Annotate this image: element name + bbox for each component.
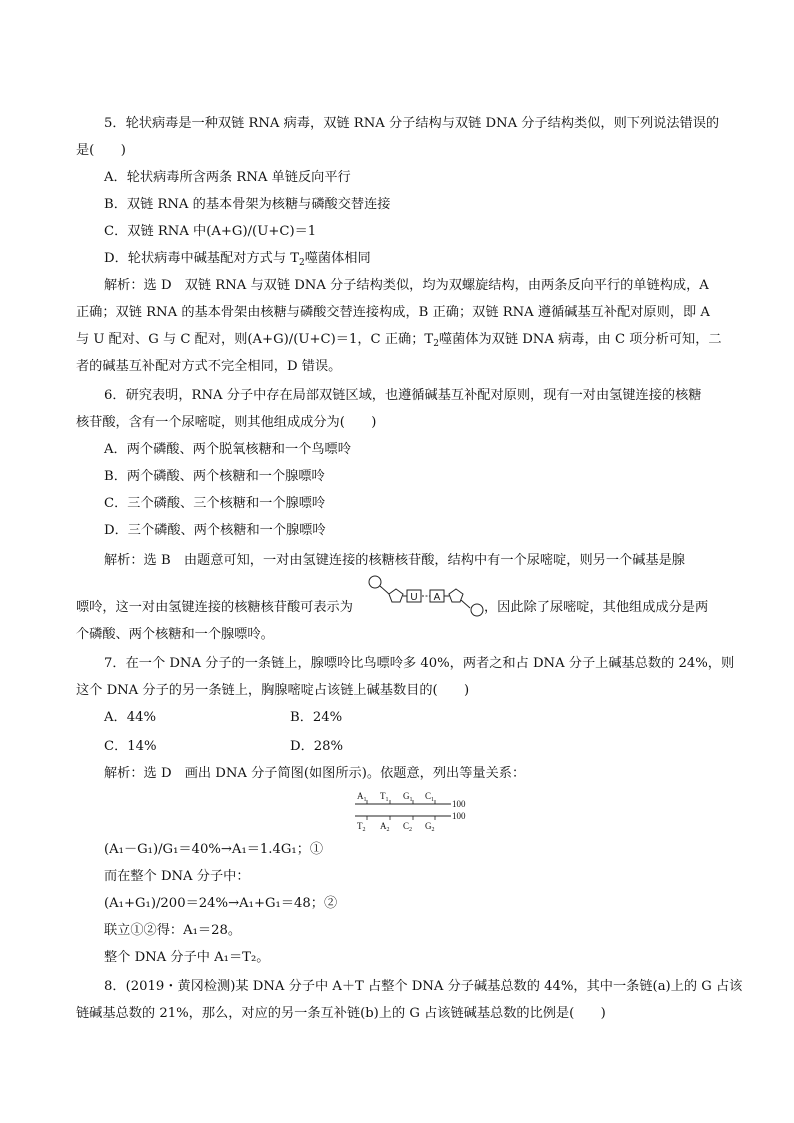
q7-equation-1: (A₁－G₁)/G₁＝40%→A₁＝1.4G₁；① [104,842,324,857]
q7-equation-2: (A₁+G₁)/200＝24%→A₁+G₁＝48；② [104,896,338,911]
top-strand-count: 100 [452,799,466,809]
q6-stem-line1: 6．研究表明，RNA 分子中存在局部双链区域，也遵循碱基互补配对原则，现有一对由氢键连接的核糖 [104,388,702,403]
q5-option-c: C．双链 RNA 中(A+G)/(U+C)＝1 [104,224,317,239]
q5-explanation-line1: 解析：选 D 双链 RNA 与双链 DNA 分子结构类似，均为双螺旋结构，由两条反向平行的单链构成，A [104,278,709,293]
q6-explanation-line2-post: ，因此除了尿嘧啶，其他组成成分是两 [484,600,709,615]
q6-option-a: A．两个磷酸、两个脱氧核糖和一个鸟嘌呤 [104,442,351,457]
q5-option-d-post: 噬菌体相同 [304,251,371,266]
q7-equation-3: 联立①②得：A₁＝28。 [104,923,242,938]
left-ribose-icon [389,589,403,602]
dna-strand-diagram [353,788,473,834]
q5-option-d-pre: D．轮状病毒中碱基配对方式与 T [104,251,299,266]
q6-stem-line2: 核苷酸，含有一个尿嘧啶，则其他组成成分为( ) [76,415,377,430]
bottom-strand-label: $G_2$ [425,821,435,833]
q5-explanation-line3-post: 噬菌体为双链 DNA 病毒，由 C 项分析可知，二 [438,332,722,347]
q7-stem-line2: 这个 DNA 分子的另一条链上，胸腺嘧啶占该链上碱基数目的( ) [76,683,470,698]
q6-explanation-line3: 个磷酸、两个核糖和一个腺嘌呤。 [76,627,274,642]
bottom-strand-label: $T_2$ [357,821,366,833]
top-strand-label: $C_1$ [425,791,435,803]
top-strand-label: $A_1$ [357,791,367,803]
nucleotide-pair-diagram [367,574,487,618]
q5-stem-line1: 5．轮状病毒是一种双链 RNA 病毒，双链 RNA 分子结构与双链 DNA 分子结构类似，则下列说法错误的 [104,116,720,131]
q7-option-c: C．14% [104,739,157,754]
uracil-base-label: U [410,592,418,603]
q5-explanation-line3 [76,330,722,354]
q6-explanation-line2-pre: 嘌呤，这一对由氢键连接的核糖核苷酸可表示为 [76,600,353,615]
q5-explanation-line4: 者的碱基互补配对方式不完全相同，D 错误。 [76,359,342,374]
q5-explanation-line3-pre: 与 U 配对、G 与 C 配对，则(A+G)/(U+C)＝1，C 正确；T [76,332,434,347]
q7-option-d: D．28% [290,739,344,754]
top-strand-label: $G_1$ [403,791,413,803]
right-ribose-icon [449,589,463,602]
q7-explanation-line1: 解析：选 D 画出 DNA 分子简图(如图所示)。依题意，列出等量关系： [104,766,526,781]
q5-option-a: A．轮状病毒所含两条 RNA 单链反向平行 [104,170,351,185]
bottom-strand-count: 100 [452,811,466,821]
q6-option-b: B．两个磷酸、两个核糖和一个腺嘌呤 [104,469,325,484]
q6-option-d: D．三个磷酸、两个核糖和一个腺嘌呤 [104,523,326,538]
q5-option-d [104,249,371,273]
q5-explanation-line3-sub: 2 [433,339,439,349]
bottom-strand-label: $A_2$ [380,821,390,833]
top-strand-label: $T_1$ [380,791,389,803]
q5-explanation-line2: 正确；双链 RNA 的基本骨架由核糖与磷酸交替连接构成，B 正确；双链 RNA 遵循碱基互补配对原则，即 A [76,305,710,320]
adenine-base-label: A [433,592,441,603]
bottom-strand-label: $C_2$ [403,821,413,833]
q6-explanation-line1: 解析：选 B 由题意可知，一对由氢键连接的核糖核苷酸，结构中有一个尿嘧啶，则另一个碱基是腺 [104,553,685,568]
q8-stem-line2: 链碱基总数的 21%，那么，对应的另一条互补链(b)上的 G 占该链碱基总数的比例是( ) [76,1006,606,1021]
q7-option-b: B．24% [290,710,343,725]
q5-option-d-sub: 2 [299,258,305,268]
q7-equation-2-intro: 而在整个 DNA 分子中： [104,869,250,884]
q8-stem-line1: 8．(2019・黄冈检测)某 DNA 分子中 A＋T 占整个 DNA 分子碱基总数的 44%，其中一条链(a)上的 G 占该 [104,979,743,994]
q7-option-a: A．44% [104,710,157,725]
q7-stem-line1: 7．在一个 DNA 分子的一条链上，腺嘌呤比鸟嘌呤多 40%，两者之和占 DNA 分子上碱基总数的 24%，则 [104,656,735,671]
q5-option-b: B．双链 RNA 的基本骨架为核糖与磷酸交替连接 [104,197,391,212]
q5-stem-line2: 是( ) [76,143,126,158]
q7-equation-4: 整个 DNA 分子中 A₁＝T₂。 [104,950,270,965]
right-phosphate-icon [471,604,483,616]
left-phosphate-icon [369,576,381,588]
q6-option-c: C．三个磷酸、三个核糖和一个腺嘌呤 [104,496,326,511]
